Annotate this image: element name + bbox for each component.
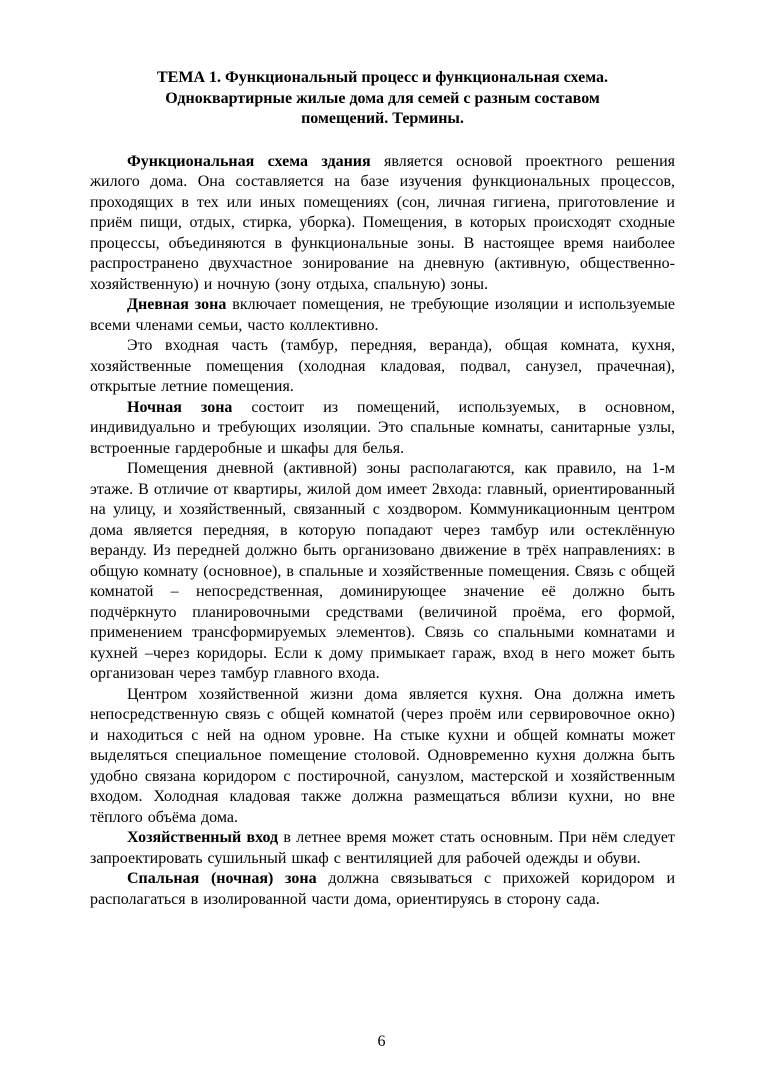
page-title [90, 68, 675, 130]
paragraph-text: состоит из помещений, используемых, в основном, индивидуально и требующих изоляции. Это спальные комнаты, санитарные узлы, встроенные гардеробные и шкафы для белья. [90, 398, 676, 457]
paragraph-lead-bold: Ночная зона [127, 398, 233, 416]
paragraph-text: в летнее время может стать основным. При нём следует запроектировать сушильный шкаф с вентиляцией для рабочей одежды и обуви. [90, 829, 675, 867]
paragraph [90, 336, 675, 398]
paragraph [90, 828, 675, 869]
paragraph-text: Центром хозяйственной жизни дома является кухня. Она должна иметь непосредственную связь с общей комнатой (через проём или сервировочное окно) и находиться с ней на одном уровне. На стыке кухни и общей комнаты может выделяться специальное помещение столовой. Одновременно кухня должна быть удобно связана коридором с постирочной, санузлом, мастерской и хозяйственным входом. Холодная кладовая также должна размещаться вблизи кухни, но вне тёплого объёма дома. [90, 685, 675, 826]
paragraph-text: является основой проектного решения жилого дома. Она составляется на базе изучения функциональных процессов, проходящих в тех или иных помещениях (сон, личная гигиена, приготовление и приём пищи, отдых, стирка, уборка). Помещения, в которых происходят сходные процессы, объединяются в функциональные зоны. В настоящее время наиболее распространено двухчастное зонирование на дневную (активную, общественно-хозяйственную) и ночную (зону отдыха, спальную) зоны. [90, 152, 676, 293]
paragraph-lead-bold: Дневная зона [127, 296, 227, 313]
paragraph-text: должна связываться с прихожей коридором и располагаться в изолированной части дома, ориентируясь в сторону сада. [90, 870, 676, 908]
paragraph-lead-bold: Хозяйственный вход [127, 829, 279, 846]
title-line-3: помещений. Термины. [301, 110, 464, 127]
paragraph [90, 398, 675, 460]
paragraph [90, 459, 675, 685]
title-line-2: Одноквартирные жилые дома для семей с разным составом [165, 89, 600, 107]
paragraph-lead-bold: Спальная (ночная) зона [127, 870, 317, 887]
paragraph-text: Помещения дневной (активной) зоны располагаются, как правило, на 1-м этаже. В отличие от квартиры, жилой дом имеет 2входа: главный, ориентированный на улицу, и хозяйственный, связанный с хоздвором. Коммуникационным центром дома является передняя, в которую попадают через тамбур или остеклённую веранду. Из передней должно быть организовано движение в трёх направлениях: в общую комнату (основное), в спальные и хозяйственные помещения. Связь с общей комнатой – непосредственная, доминирующее значение её должно быть подчёркнуто планировочными средствами (величиной проёма, его формой, применением трансформируемых элементов). Связь со спальными комнатами и кухней –через коридоры. Если к дому примыкает гараж, вход в него может быть организован через тамбур главного входа. [90, 460, 675, 682]
title-line-1: ТЕМА 1. Функциональный процесс и функциональная схема. [157, 69, 608, 86]
paragraph-lead-bold: Функциональная схема здания [127, 152, 371, 170]
paragraph [90, 152, 675, 296]
paragraph [90, 869, 675, 910]
paragraph-text: включает помещения, не требующие изоляции и используемые всеми членами семьи, часто коллективно. [90, 296, 675, 334]
paragraph-text: Это входная часть (тамбур, передняя, веранда), общая комната, кухня, хозяйственные помещения (холодная кладовая, подвал, санузел, прачечная), открытые летние помещения. [90, 337, 675, 395]
paragraph [90, 295, 675, 336]
paragraph [90, 685, 675, 829]
page-number: 6 [377, 1033, 386, 1050]
